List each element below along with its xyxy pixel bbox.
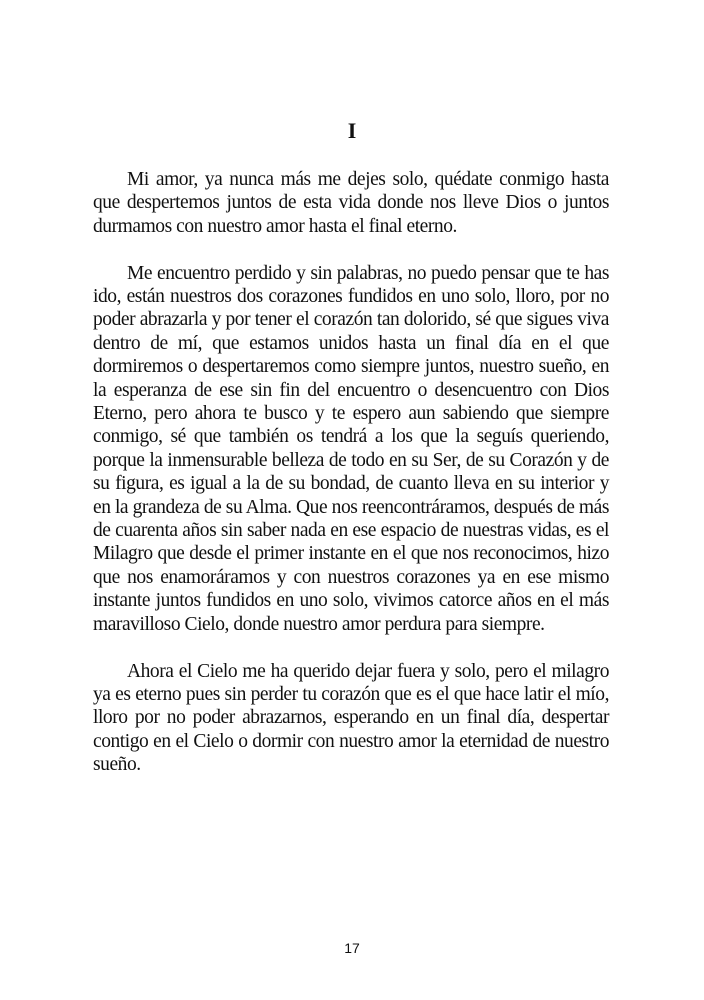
chapter-title: I [347, 118, 357, 143]
page-number: 17 [344, 940, 360, 956]
body-text [93, 168, 609, 777]
paragraph: Ahora el Cielo me ha querido dejar fuera y solo, pero el milagro ya es eterno pues sin perder tu corazón que es el que hace latir el mío, lloro por no poder abrazarnos, esperando en un final día, despertar contigo en el Cielo o dormir con nuestro amor la eternidad de nuestro sueño. [93, 660, 609, 776]
paragraph: Mi amor, ya nunca más me dejes solo, quédate conmigo hasta que despertemos juntos de esta vida donde nos lleve Dios o juntos durmamos con nuestro amor hasta el final eterno. [93, 169, 609, 237]
paragraph: Me encuentro perdido y sin palabras, no puedo pensar que te has ido, están nuestros dos corazones fundidos en uno solo, lloro, por no poder abrazarla y por tener el corazón tan dolorido, sé que sigues viva dentro de mí, que estamos unidos hasta un final día en el que dormiremos o despertaremos como siempre juntos, nuestro sueño, en la esperanza de ese sin fin del encuentro o desencuentro con Dios Eterno, pero ahora te busco y te espero aun sabiendo que siempre conmigo, sé que también os tendrá a los que la seguís queriendo, porque la inmensurable belleza de todo en su Ser, de su Corazón y de su figura, es igual a la de su bondad, de cuanto lleva en su interior y en la grandeza de su Alma. Que nos reencontráramos, después de más de cuarenta años sin saber nada en ese espacio de nuestras vidas, es el Milagro que desde el primer instante en el que nos reconocimos, hizo que nos enamoráramos y con nuestros corazones ya en ese mismo instante juntos fundidos en uno solo, vivimos catorce años en el más maravilloso Cielo, donde nuestro amor perdura para siempre. [93, 262, 609, 635]
